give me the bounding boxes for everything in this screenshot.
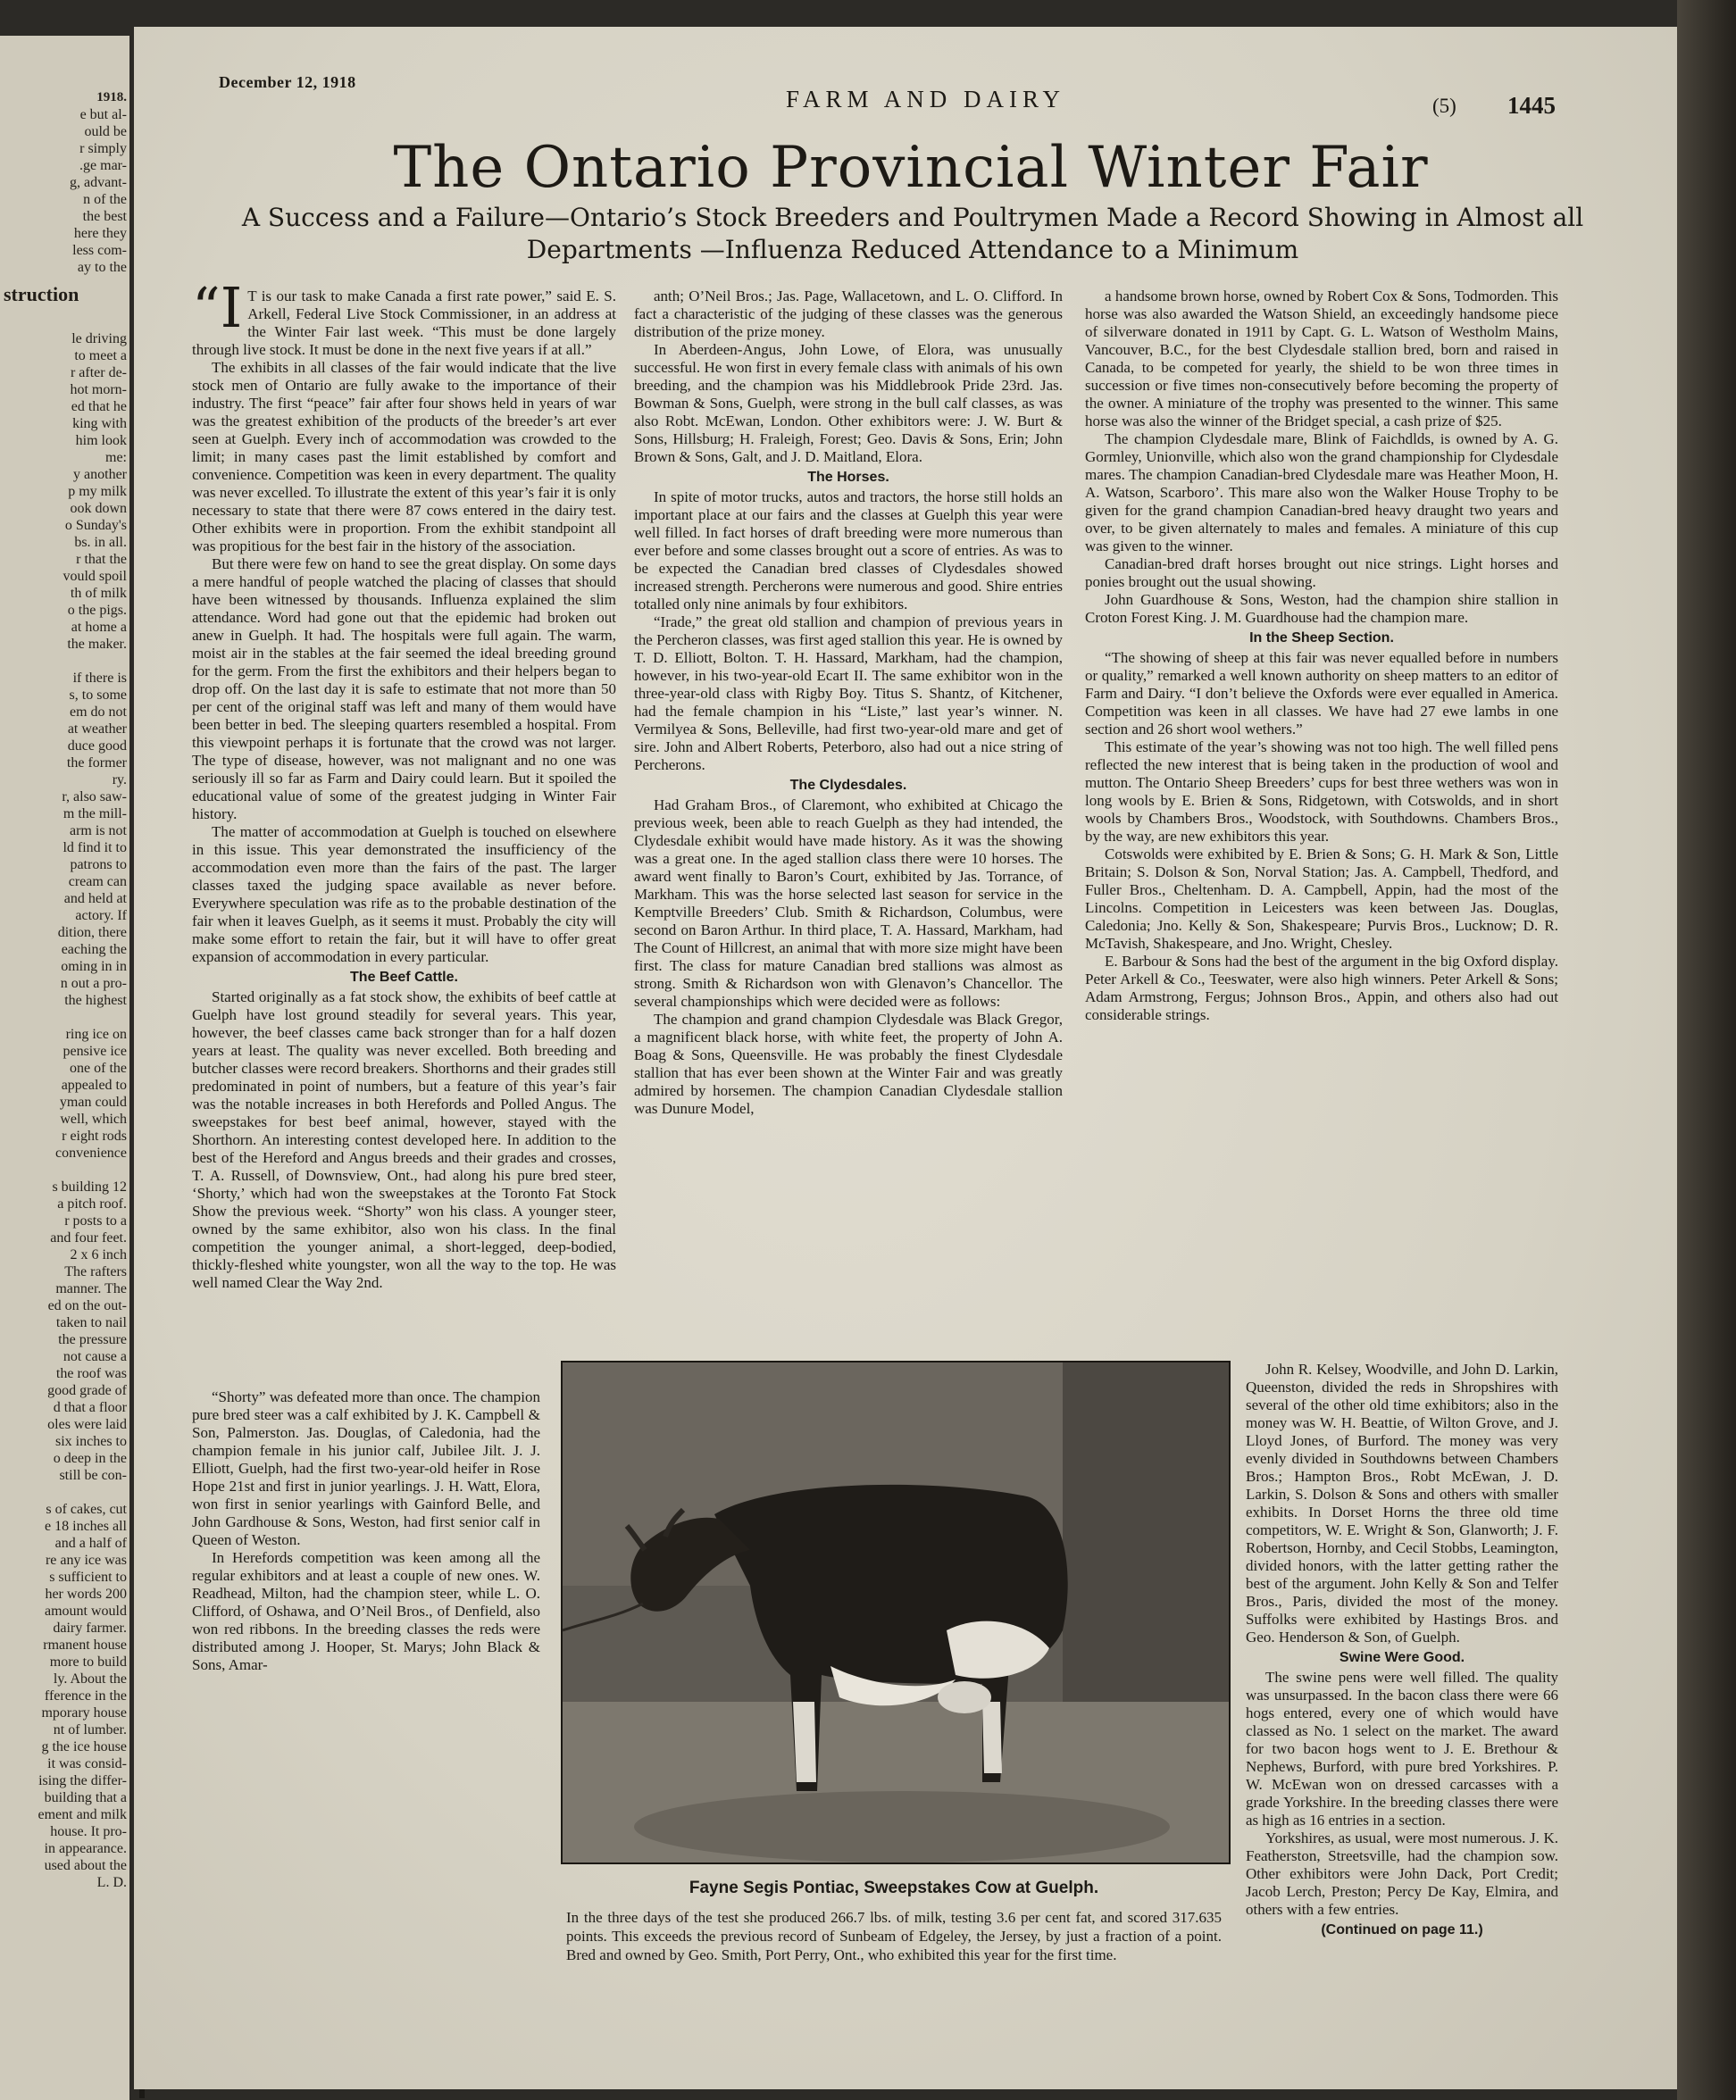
paragraph: The champion and grand champion Clydesdale was Black Gregor, a magnificent black horse, with white feet, the property of John A. Boag & Sons, Queensville. He was probably the finest Clydesdale stallion that has ever been shown at the Winter Fair and was greatly admired by horsemen. The champion Canadian Clydesdale stallion was Dunure Model, [634, 1011, 1063, 1117]
continued-note: (Continued on page 11.) [1321, 1922, 1483, 1938]
article-column-3-lower [1246, 1361, 1558, 1941]
paragraph: a handsome brown horse, owned by Robert Cox & Sons, Todmorden. This horse was also awarded the Watson Shield, an exceedingly handsome piece of silverware donated in 1911 by Capt. G. L. Watson of Westholm Mains, Vancouver, B.C., for the best Clydesdale stallion bred, born and raised in Canada, to be competed for yearly, the shield to be won three times in succession or five times non-consecutively before becoming the property of the owner. A miniature of the trophy was presented to the winner. This same horse was also the winner of the Bridget special, a cash prize of $25. [1085, 288, 1558, 429]
article-headline: The Ontario Provincial Winter Fair [393, 135, 1429, 201]
article-subhead: A Success and a Failure—Ontario’s Stock Breeders and Poultrymen Made a Record Showing in Almost all Departments —Influenza Reduced Attendance to a Minimum [241, 203, 1584, 264]
paragraph: The matter of accommodation at Guelph is touched on elsewhere in this issue. This year demonstrated the insufficiency of the accommodation even more than the fairs of the past. The larger classes taxed the judging space available as never before. Everywhere speculation was rife as to the probable destination of the fair when it leaves Guelph, as it seems it must. Probably the city will make some effort to retain the fair, but it will have to offer great expansion of accommodation in every particular. [192, 823, 616, 965]
cow-photograph [561, 1361, 1231, 1864]
section-heading-clydesdales: The Clydesdales. [789, 778, 907, 793]
facing-page-text-top: e but al- ould be r simply .ge mar- g, advant- n of the the best here they less com- ay to the [70, 107, 127, 275]
intro-text: T is our task to make Canada a first rate power,” said E. S. Arkell, Federal Live Stock Commissioner, in an address at the Winter Fair last week. “This must be done largely through live stock. It must be done in the next five years if at all.” [192, 288, 616, 358]
paragraph: In Aberdeen-Angus, John Lowe, of Elora, was unusually successful. He won first in every female class with animals of his own breeding, and the champion was his Middlebrook Pride 23rd. Jas. Bowman & Sons, Guelph, were strong in the bull calf classes, as was also Robt. McEwan, London. Other exhibitors were: J. W. Burt & Sons, Hillsburg; H. Fraleigh, Forest; Geo. Davis & Sons, Erin; John Brown & Sons, Galt, and J. D. Maitland, Elora. [634, 341, 1063, 465]
paragraph: In spite of motor trucks, autos and tractors, the horse still holds an important place at our fairs and the classes at Guelph this year were well filled. In fact horses of draft breeding were more numerous than ever before and some classes brought out a score of entries. As was to be expected the Canadian bred classes of Clydesdales showed increased strength. Percherons were numerous and good. Shire entries totalled only nine animals by four exhibitors. [634, 488, 1063, 612]
paragraph: The exhibits in all classes of the fair would indicate that the live stock men of Ontario are fully awake to the importance of their industry. The first “peace” fair after four shows held in years of war was the greatest exhibition of the products of the breeder’s art ever seen at Guelph. Every inch of accommodation was crowded to the limit; in many cases past the limit established by comfort and convenience. Competition was keen in every department. The quality was never excelled. To illustrate the extent of this year’s fair it is only necessary to state that there were 87 cows entered in the dairy test. Other exhibits were in proportion. From the exhibit standpoint all was propitious for the best fair in the history of the association. [192, 359, 616, 554]
paragraph: John R. Kelsey, Woodville, and John D. Larkin, Queenston, divided the reds in Shropshires with several of the other old time exhibitors; also in the money was W. H. Beattie, of Wilton Grove, and J. Lloyd Jones, of Burford. The money was very evenly divided in Southdowns between Chambers Bros.; Hampton Bros., Robt McEwan, J. D. Larkin, S. Dolson & Sons and others with smaller exhibits. In Dorset Horns the three old time competitors, W. E. Wright & Son, Glanworth; J. F. Robertson, Hornby, and Cecil Stobbs, Leamington, divided honors, with the latter getting rather the best of the argument. John Kelly & Son and Telfer Bros., Paris, divided the most of the money. Suffolks were exhibited by Hastings Bros. and Geo. Henderson & Son, of Guelph. [1246, 1361, 1558, 1646]
paragraph: Cotswolds were exhibited by E. Brien & Sons; G. H. Mark & Son, Little Britain; S. Dolson & Son, Norval Station; Jas. A. Campbell, Thedford, and Fuller Bros., Cheltenham. D. A. Campbell, Appin, had the most of the Lincolns. Competition in Leicesters was keen between Jas. Douglas, Caledonia; Jno. Kelly & Son, Shakespeare; Purvis Bros., Lucknow; D. R. McTavish, Shakespeare, and Jno. Wright, Chesley. [1085, 846, 1558, 952]
drop-cap: “I [192, 275, 243, 340]
section-heading-sheep: In the Sheep Section. [1249, 630, 1394, 646]
paragraph: “Shorty” was defeated more than once. The champion pure bred steer was a calf exhibited by J. K. Campbell & Son, Palmerston. Jas. Douglas, of Caledonia, had the champion female in his junior calf, Jubilee Jilt. J. J. Elliott, Guelph, had the first two-year-old heifer in Rose Hope 21st and first in junior yearlings. J. H. Watt, Elora, won first in senior yearlings with Gainford Belle, and John Gardhouse & Sons, Weston, had first senior calf in Queen of Weston. [192, 1388, 540, 1548]
paragraph: The swine pens were well filled. The quality was unsurpassed. In the bacon class there were 66 hogs entered, every one of which would have classed as No. 1 select on the market. The award for two bacon hogs went to J. E. Brethour & Nephews, Burford, with pure bred Yorkshires. P. W. McEwan won on dressed carcasses with a grade Yorkshire. In the breeding classes there were as high as 16 entries in a section. [1246, 1669, 1558, 1829]
paragraph: John Guardhouse & Sons, Weston, had the champion shire stallion in Croton Forest King. J. M. Guardhouse had the champion mare. [1085, 591, 1558, 626]
facing-page-heading: struction [4, 283, 79, 305]
paragraph: Canadian-bred draft horses brought out nice strings. Light horses and ponies brought out the usual showing. [1085, 555, 1558, 590]
intro-paragraph [192, 275, 616, 359]
paragraph: Yorkshires, as usual, were most numerous. J. K. Featherston, Streetsville, had the champion sow. Other exhibitors were John Dack, Port Credit; Jacob Lerch, Preston; Percy De Kay, Elmira, and others with a few entries. [1246, 1829, 1558, 1918]
article-column-1 [192, 275, 616, 2064]
section-heading-beef-cattle: The Beef Cattle. [350, 970, 458, 985]
paragraph: But there were few on hand to see the great display. On some days a mere handful of people watched the placing of classes that should have been witnessed by thousands. Influenza explained the slim attendance. Word had gone out that the epidemic had broken out anew in Guelph. It had. The hospitals were full again. The warm, moist air in the stables at the fair seemed the ideal breeding ground for the germ. From the first the exhibitors and their helpers began to drop off. On the last day it is safe to estimate that not more than 50 per cent of the original staff was left and many of them would have been better in bed. The sleeping quarters resembled a hospital. From this viewpoint perhaps it is fortunate that the crowd was not larger. The type of disease, however, was not malignant and no one was seriously ill so far as Farm and Dairy could learn. But it spoiled the educational value of some of the greatest judging in Winter Fair history. [192, 555, 616, 822]
facing-page-text [4, 71, 127, 1891]
section-heading-swine: Swine Were Good. [1339, 1650, 1465, 1665]
masthead-page-number: 1445 [1507, 92, 1556, 119]
book-edge [1677, 0, 1736, 2100]
paragraph: anth; O’Neil Bros.; Jas. Page, Wallacetown, and L. O. Clifford. In fact a characteristic of the judging of these classes was the generous distribution of the prize money. [634, 288, 1063, 340]
article-column-2 [634, 288, 1063, 1323]
facing-page [0, 36, 129, 2100]
facing-page-date: 1918. [96, 90, 127, 104]
photo-caption-title: Fayne Segis Pontiac, Sweepstakes Cow at Guelph. [689, 1879, 1099, 1897]
facing-page-text-bottom: le driving to meet a r after de- hot morn- ed that he king with him look me: y another p my milk ook down o Sunday's bs. in all. r that the vould spoil th of milk o the pigs. at home a the maker. if there is s, to some em do not at weather duce good the former ry. r, also saw- m the mill- arm is not ld find it to patrons to cream can and held at actory. If dition, there eaching the oming in in n out a pro- the highest ring ice on pensive ice one of the appealed to yman could well, which r eight rods convenience s building 12 a pitch roof. r posts to a and four feet. 2 x 6 inch The rafters manner. The ed on the out- taken to nail the pressure not cause a the roof was good grade of d that a floor oles were laid six inches to o deep in the still be con- s of cakes, cut e 18 inches all and a half of re any ice was s sufficient to her words 200 amount would dairy farmer. rmanent house more to build ly. About the fference in the mporary house nt of lumber. g the ice house it was consid- ising the differ- building that a ement and milk house. It pro- in appearance. used about the L. D. [38, 331, 127, 1890]
paragraph: E. Barbour & Sons had the best of the argument in the big Oxford display. Peter Arkell & Co., Teeswater, were also high winners. Peter Arkell & Sons; Adam Armstrong, Fergus; Johnson Bros., Appin, and others also had out considerable strings. [1085, 953, 1558, 1023]
paragraph: Had Graham Bros., of Claremont, who exhibited at Chicago the previous week, been able to reach Guelph as they had intended, the Clydesdale exhibit would have made history. As it was the showing was a great one. In the aged stallion class there were 10 horses. The award went finally to Baron’s Court, exhibited by Jas. Torrance, of Markham. This was the horse selected last season for service in the Kemptville Breeders’ Club. Smith & Richardson, Columbus, were second on Baron Arthur. In third place, T. A. Hassard, Markham, had The Count of Hillcrest, an animal that with more size might have been first. The class for mature Canadian bred stallions was almost as strong. Smith & Richardson won with Glenavon’s Chancellor. The several championships which were decided were as follows: [634, 796, 1063, 1010]
paragraph: Started originally as a fat stock show, the exhibits of beef cattle at Guelph have lost ground steadily for several years. This year, however, the beef classes came back stronger than for a half dozen years at least. The quality was never excelled. Both breeding and butcher classes were record breakers. Shorthorns and their grades still predominated in point of numbers, but a feature of this year’s fair was the notable increases in both Herefords and Polled Angus. The sweepstakes for best beef animal, however, stayed with the Shorthorn. An interesting contest developed here. In addition to the best of the Hereford and Angus breeds and their grades and crosses, T. A. Russell, of Downsview, Ont., had along his pure bred steer, ‘Shorty,’ which had won the sweepstakes at the Toronto Fat Stock Show the previous week. “Shorty” won his class. A younger steer, owned by the same exhibitor, also won his class. In the final competition the younger animal, a short-legged, deep-bodied, thickly-fleshed white youngster, won all the way to the top. He was well named Clear the Way 2nd. [192, 988, 616, 1291]
paragraph: This estimate of the year’s showing was not too high. The well filled pens reflected the new interest that is being taken in the production of wool and mutton. The Ontario Sheep Breeders’ cups for best three wethers was won in long wools by E. Brien & Sons, Ridgetown, with Cotswolds, and in short wools by Chambers Bros., Woodstock, with Southdowns. Chambers Bros., by the way, are new exhibitors this year. [1085, 738, 1558, 845]
paragraph: “Irade,” the great old stallion and champion of previous years in the Percheron classes, was first aged stallion this year. He is owned by T. D. Elliott, Bolton. T. H. Hassard, Markham, had the champion, however, in his two-year-old Ecart II. The same exhibitor won in the three-year-old class with Rigby Boy. Titus S. Shantz, of Kitchener, had the female champion in his “Liste,” last year’s winner. N. Vermilyea & Sons, Belleville, had first two-year-old mare and get of sire. John and Albert Roberts, Peterboro, also had out a nice string of Percherons. [634, 613, 1063, 773]
masthead-title: FARM AND DAIRY [786, 86, 1066, 112]
masthead-date: December 12, 1918 [219, 73, 356, 91]
paragraph: “The showing of sheep at this fair was never equalled before in numbers or quality,” remarked a well known authority on sheep matters to an editor of Farm and Dairy. “I don’t believe the Oxfords were ever equalled in America. Competition was keen in all classes. We have had 27 ewe lambs in one section and 26 short wool wethers.” [1085, 649, 1558, 738]
section-heading-horses: The Horses. [807, 470, 889, 485]
paragraph: The champion Clydesdale mare, Blink of Faichdlds, is owned by A. G. Gormley, Unionville, which also won the grand championship for Clydesdale mares. The champion Canadian-bred Clydesdale mare was Heather Moon, H. A. Watson, Scarboro’. This mare also won the Walker House Trophy to be given for the grand champion Canadian-bred heavy draught two years and over, to be given alternately to males and females. A miniature of this cup was given to the winner. [1085, 430, 1558, 554]
cow-illustration [563, 1362, 1229, 1862]
masthead-section-number: (5) [1432, 95, 1456, 117]
photo-caption-text: In the three days of the test she produced 266.7 lbs. of milk, testing 3.6 per cent fat, and scored 317.635 points. This exceeds the previous record of Sunbeam of Edgeley, the Jersey, by just a fraction of a point. Bred and owned by Geo. Smith, Port Perry, Ont., who exhibited this year for the first time. [566, 1909, 1222, 1963]
article-column-1-lower [192, 1388, 540, 1674]
paragraph: In Herefords competition was keen among all the regular exhibitors and at least a couple of new ones. W. Readhead, Milton, had the champion steer, while L. O. Clifford, of Oshawa, and O’Neil Bros., of Denfield, also won red ribbons. In the breeding classes the reds were distributed among J. Hooper, St. Marys; John Black & Sons, Amar- [192, 1549, 540, 1673]
